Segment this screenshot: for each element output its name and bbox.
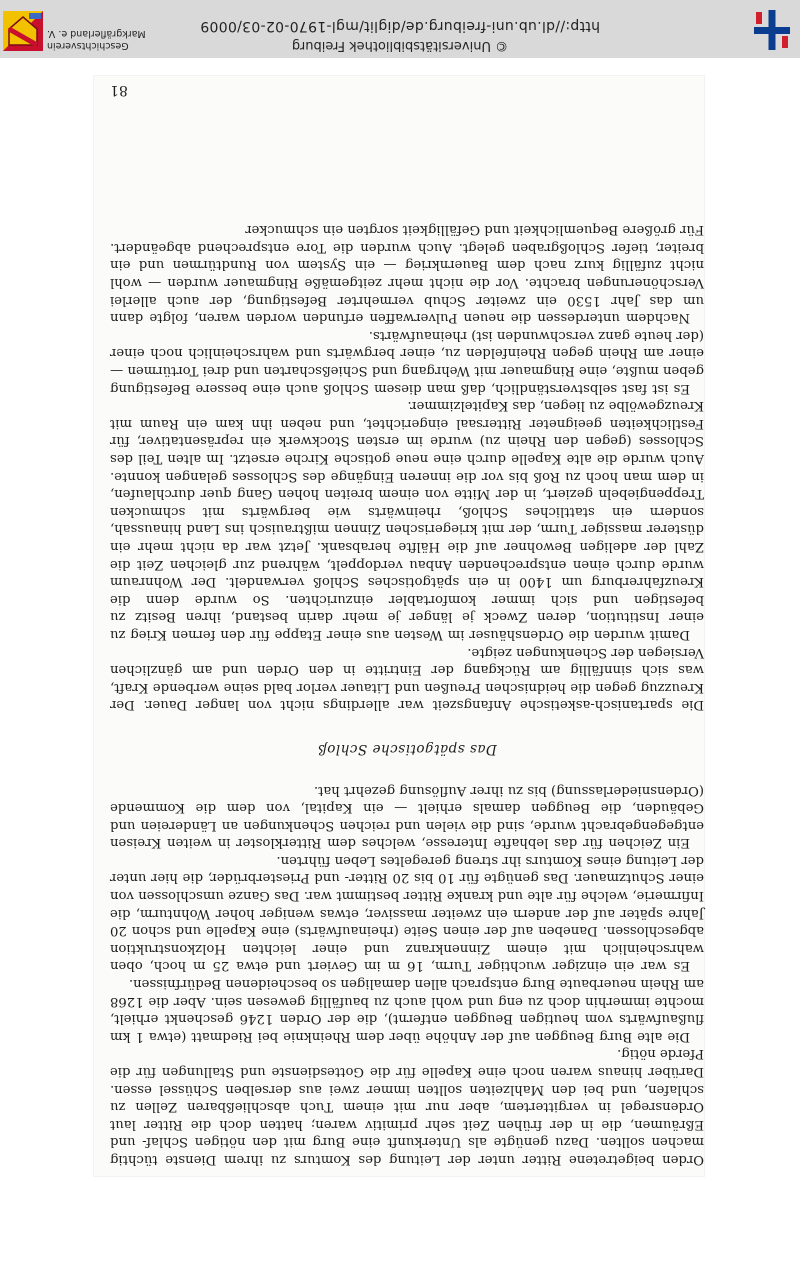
footer-bar (0, 0, 800, 58)
page-number: 81 (110, 82, 128, 98)
document-url-link[interactable]: http://dl.ub.uni-freiburg.de/diglit/mgl-1970-02-03/0009 (199, 18, 601, 34)
copyright-text: © Universitätsbibliothek Freiburg (291, 38, 509, 53)
paragraph: Es ist fast selbstverständlich, daß man diesem Schloß auch eine bessere Befestigung geben mußte, eine Ringmauer mit Wehrgang und Schießscharten und drei Tortürmen — einer am Rhein gegen Rheinfelden zu, einer bergwärts und wahrscheinlich noch einer (der heute ganz verschwunden ist) rheinaufwärts. (110, 327, 704, 396)
paragraph: Ein Zeichen für das lebhafte Interesse, welches dem Ritterkloster in weiten Kreisen entgegengebracht wurde, sind die vielen und reichen Schenkungen an Ländereien und Gebäuden, die Beuggen damals erhielt — ein Kapital, von dem die Kommende (Ordensniederlassung) bis zu ihrer Auflösung gezehrt hat. (110, 782, 704, 851)
partner-name-line: Geschichtsverein (47, 40, 129, 51)
paragraph: Die spartanisch-asketische Anfangszeit war allerdings nicht von langer Dauer. Der Kreuzzug gegen die heidnischen Preußen und Litauer verlor bald seine werbende Kraft, was sich sinnfällig am Rückgang der Eintritte in den Orden und am gänzlichen Versiegen der Schenkungen zeigte. (110, 644, 704, 713)
paragraph: Es war ein einziger wuchtiger Turm, 16 m im Geviert und etwa 25 m hoch, oben wahrscheinlich mit einem Zinnenkranz und einer leichten Holzkonstruktion abgeschlossen. Daneben auf der einen Seite (rheinaufwärts) eine Kapelle und schon 20 Jahre später auf der andern ein zweiter massiver, etwas weniger hoher Wohnturm, die Infirmerie, welche für alte und kranke Ritter bestimmt war. Das Ganze umschlossen von einer Schutzmauer. Das genügte für 10 bis 20 Ritter- und Priesterbrüder, die hier unter der Leitung eines Komturs ihr streng geregeltes Leben führten. (110, 852, 704, 974)
paragraph: Damit wurden die Ordenshäuser im Westen aus einer Etappe für den fernen Krieg zu einer Institution, deren Zweck je länger je mehr darin bestand, ihren Besitz zu befestigen und sich immer komfortabler einzurichten. So wurde denn die Kreuzfahrerburg um 1400 in ein spätgotisches Schloß verwandelt. Der Wohnraum wurde durch einen entsprechenden Anbau verdoppelt, während zur gleichen Zeit die Zahl der adeligen Bewohner auf die Hälfte herabsank. Jetzt war da nicht mehr ein düsterer massiger Turm, der mit kriegerischen Zinnen mißtrauisch ins Land hinaussah, sondern ein stattliches Schloß, rheinwärts wie bergwärts mit schmucken Treppengiebeln geziert, in der Mitte von einem breiten hohen Gang quer durchlaufen, in dem man hoch zu Roß bis vor die inneren Eingänge des Schlosses gelangen konnte. Auch wurde die alte Kapelle durch eine neue gotische Kirche ersetzt. Im alten Teil des Schlosses (gegen den Rhein zu) wurde im ersten Stockwerk ein repräsentativer, für Festlichkeiten geeigneter Rittersaal eingerichtet, und neben ihn kam ein Raum mit Kreuzgewölbe zu liegen, das Kapitelzimmer. (110, 398, 704, 642)
section-heading: Das spätgotische Schloß (317, 740, 497, 757)
partner-name (47, 27, 181, 51)
markgraeflerland-crest-icon[interactable] (3, 11, 43, 51)
page-text (110, 221, 704, 1168)
partner-name-line: Markgräflerland e. V. (47, 28, 146, 39)
paragraph: Die alte Burg Beuggen auf der Anhöhe über dem Rheinknie bei Riedmatt (etwa 1 km flußaufwärts vom heutigen Beuggen entfernt), die der Orden 1246 geschenkt erhielt, mochte immerhin doch zu eng und wohl auch zu baufällig gewesen sein. Aber die 1268 am Rhein neuerbaute Burg entsprach allen damaligen so bescheidenen Bedürfnissen. (110, 976, 704, 1044)
scan-area (0, 58, 800, 1264)
paragraph: Nachdem unterdessen die neuen Pulverwaffen erfunden worden waren, folgte dann um das Jahr 1530 ein zweiter Schub vermehrter Befestigung, der auch allerlei Verschönerungen brachte. Vor die nicht mehr zeitgemäße Ringmauer wurden — wohl nicht zufällig kurz nach dem Bauernkrieg — ein System von Rundtürmen und ein breiter, tiefer Schloßgraben gelegt. Auch wurden die Tore entsprechend abgeändert. Für größere Bequemlichkeit und Gefälligkeit sorgten ein schmucker (110, 222, 704, 326)
paragraph: Orden beigetretene Ritter unter der Leitung des Komturs zu ihrem Dienste tüchtig machen sollten. Dazu genügte als Unterkunft eine Burg mit den nötigen Schlaf- und Eßräumen, die in der frühen Zeit sehr primitiv waren; hatten doch die Ritter laut Ordensregel in vergittertem, aber nur mit einem Tuch abschließbaren Zellen zu schlafen, und bei den Mahlzeiten sollten immer zwei aus derselben Schüssel essen. Darüber hinaus waren noch eine Kapelle für die Gottesdienste und Stallungen für die Pferde nötig. (110, 1046, 704, 1167)
book-page (94, 76, 704, 1176)
